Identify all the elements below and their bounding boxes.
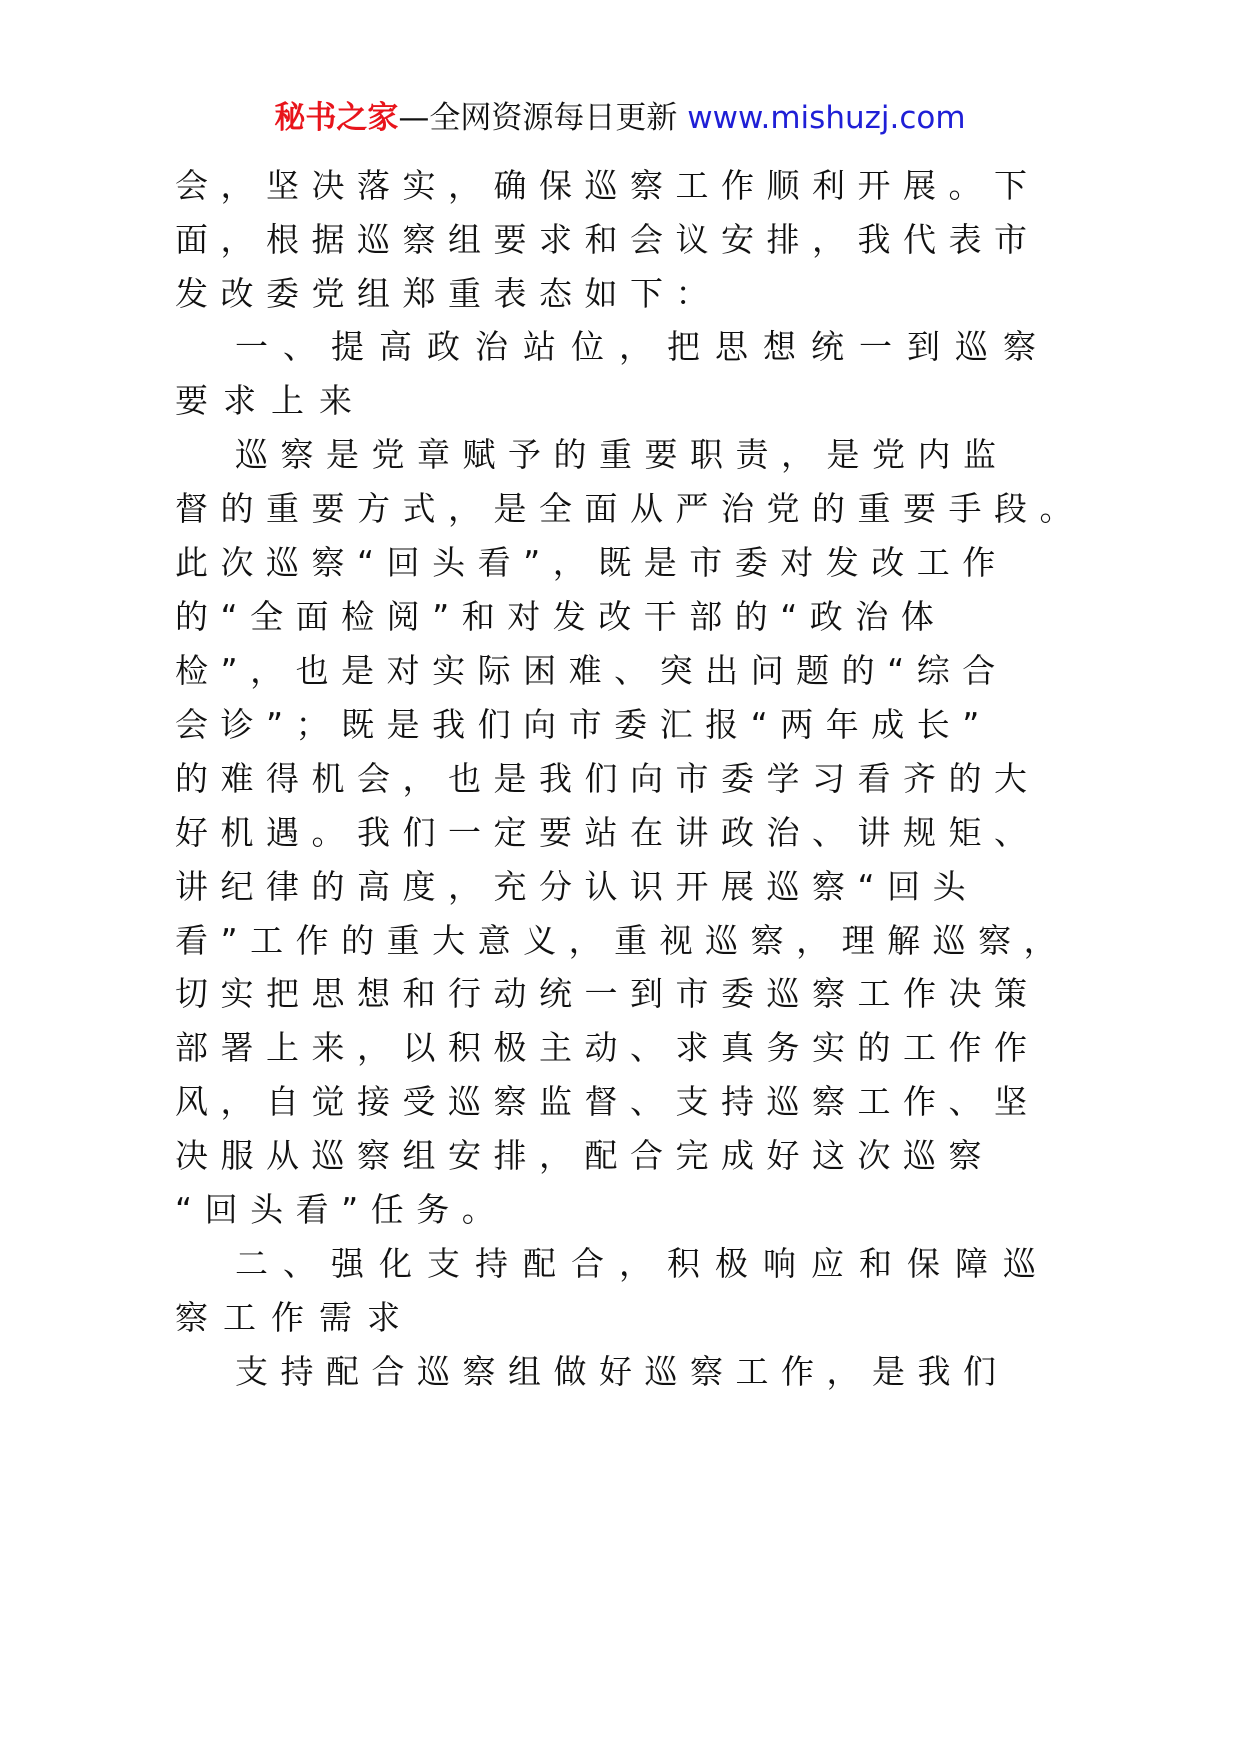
site-header-banner <box>0 98 1240 138</box>
section-heading-2: 二、强化支持配合，积极响应和保障巡 <box>235 1244 1051 1283</box>
paragraph-start: 巡察是党章赋予的重要职责，是党内监 <box>235 435 1009 474</box>
site-url-link[interactable]: www.mishuzj.com <box>687 100 966 136</box>
section-heading-2-cont: 察工作需求 <box>175 1298 415 1337</box>
text-line: 风，自觉接受巡察监督、支持巡察工作、坚 <box>175 1082 1040 1121</box>
text-line: 会，坚决落实，确保巡察工作顺利开展。下 <box>175 166 1040 205</box>
text-line: 切实把思想和行动统一到市委巡察工作决策 <box>175 974 1040 1013</box>
text-line: 此次巡察“回头看”，既是市委对发改工作 <box>175 543 1008 582</box>
text-line: 检”，也是对实际困难、突出问题的“综合 <box>175 651 1008 690</box>
site-brand-name: 秘书之家 <box>274 100 399 136</box>
text-line: 会诊”；既是我们向市委汇报“两年成长” <box>175 705 992 744</box>
text-line: 看”工作的重大意义，重视巡察，理解巡察， <box>175 921 1070 960</box>
text-line: 发改委党组郑重表态如下： <box>175 274 721 313</box>
section-heading-1-cont: 要求上来 <box>175 381 367 420</box>
text-line: 的“全面检阅”和对发改干部的“政治体 <box>175 597 947 636</box>
text-line: 面，根据巡察组要求和会议安排，我代表市 <box>175 220 1040 259</box>
text-line: 讲纪律的高度，充分认识开展巡察“回头 <box>175 867 979 906</box>
paragraph-start: 支持配合巡察组做好巡察工作，是我们 <box>235 1352 1009 1391</box>
text-line: 督的重要方式，是全面从严治党的重要手段。 <box>175 489 1085 528</box>
text-line: 部署上来，以积极主动、求真务实的工作作 <box>175 1028 1040 1067</box>
text-line: 决服从巡察组安排，配合完成好这次巡察 <box>175 1136 994 1175</box>
text-line: 好机遇。我们一定要站在讲政治、讲规矩、 <box>175 813 1040 852</box>
text-line: “回头看”任务。 <box>175 1190 508 1229</box>
section-heading-1: 一、提高政治站位，把思想统一到巡察 <box>235 327 1051 366</box>
site-tagline: —全网资源每日更新 <box>398 100 688 136</box>
text-line: 的难得机会，也是我们向市委学习看齐的大 <box>175 759 1040 798</box>
